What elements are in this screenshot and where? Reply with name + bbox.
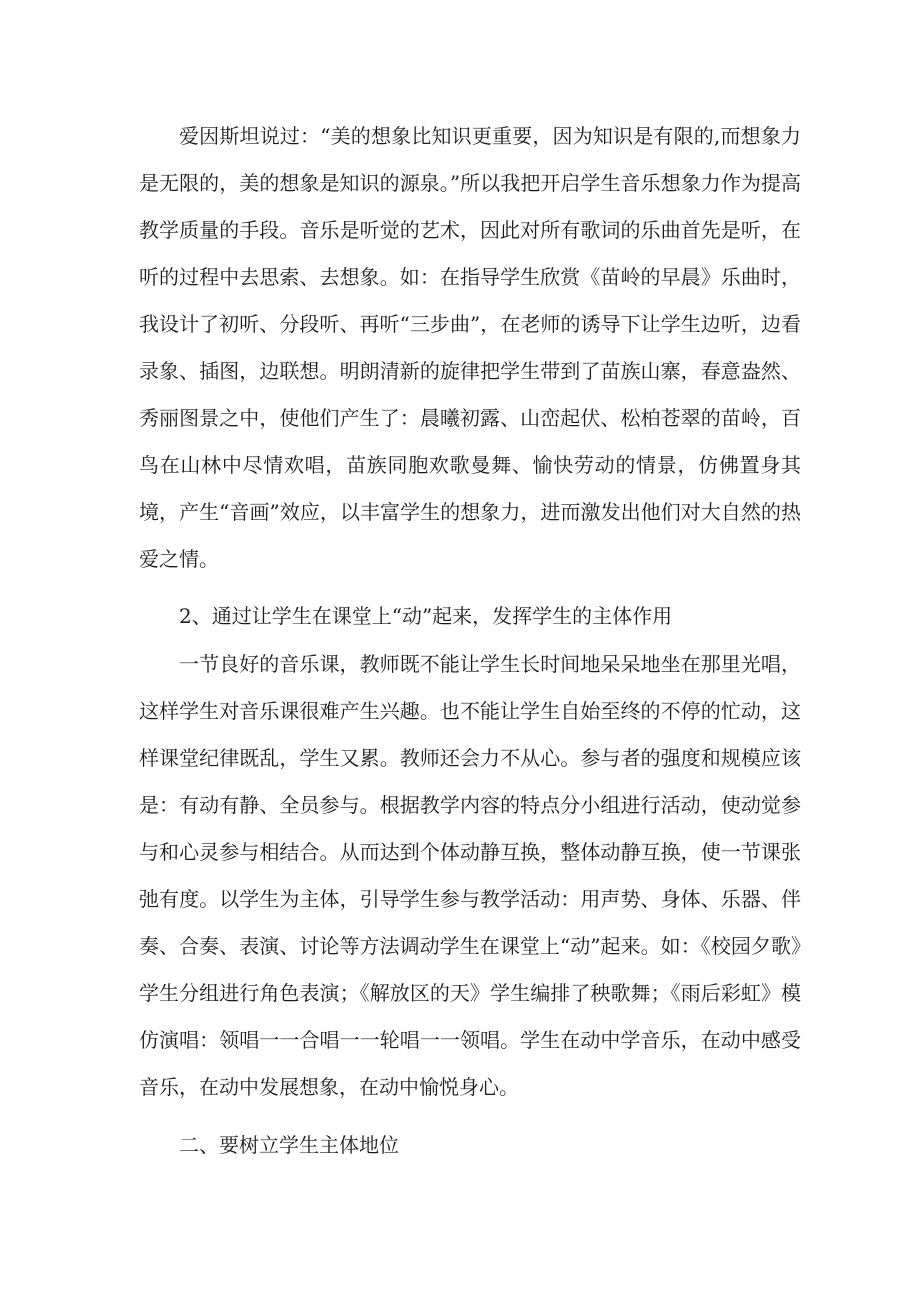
paragraph-einstein: [139, 113, 801, 583]
section-heading-er: [139, 1122, 801, 1169]
paragraph-text: 爱因斯坦说过：“美的想象比知识更重要，因为知识是有限的,而想象力是无限的，美的想象是知识的源泉。”所以我把开启学生音乐想象力作为提高教学质量的手段。音乐是听觉的艺术，因此对所有歌词的乐曲首先是听，在听的过程中去思索、去想象。如：在指导学生欣赏《苗岭的早晨》乐曲时，我设计了初听、分段听、再听“三步曲”，在老师的诱导下让学生边听，边看录象、插图，边联想。明朗清新的旋律把学生带到了苗族山寨，春意盎然、秀丽图景之中，使他们产生了：晨曦初露、山峦起伏、松柏苍翠的苗岭，百鸟在山林中尽情欢唱，苗族同胞欢歌曼舞、愉快劳动的情景，仿佛置身其境，产生“音画”效应，以丰富学生的想象力，进而激发出他们对大自然的热爱之情。: [139, 124, 801, 571]
heading-text: 2、通过让学生在课堂上“动”起来，发挥学生的主体作用: [179, 604, 673, 628]
paragraph-music-class: [139, 641, 801, 1111]
paragraph-text: 一节良好的音乐课，教师既不能让学生长时间地呆呆地坐在那里光唱，这样学生对音乐课很难产生兴趣。也不能让学生自始至终的不停的忙动，这样课堂纪律既乱，学生又累。教师还会力不从心。参与者的强度和规模应该是：有动有静、全员参与。根据教学内容的特点分小组进行活动，使动觉参与和心灵参与相结合。从而达到个体动静互换，整体动静互换，使一节课张弛有度。以学生为主体，引导学生参与教学活动：用声势、身体、乐器、伴奏、合奏、表演、讨论等方法调动学生在课堂上“动”起来。如：《校园夕歌》学生分组进行角色表演；《解放区的天》学生编排了秧歌舞；《雨后彩虹》模仿演唱：领唱一一合唱一一轮唱一一领唱。学生在动中学音乐，在动中感受音乐，在动中发展想象，在动中愉悦身心。: [139, 652, 801, 1099]
heading-text: 二、要树立学生主体地位: [179, 1133, 399, 1157]
section-heading-2: [139, 593, 801, 640]
